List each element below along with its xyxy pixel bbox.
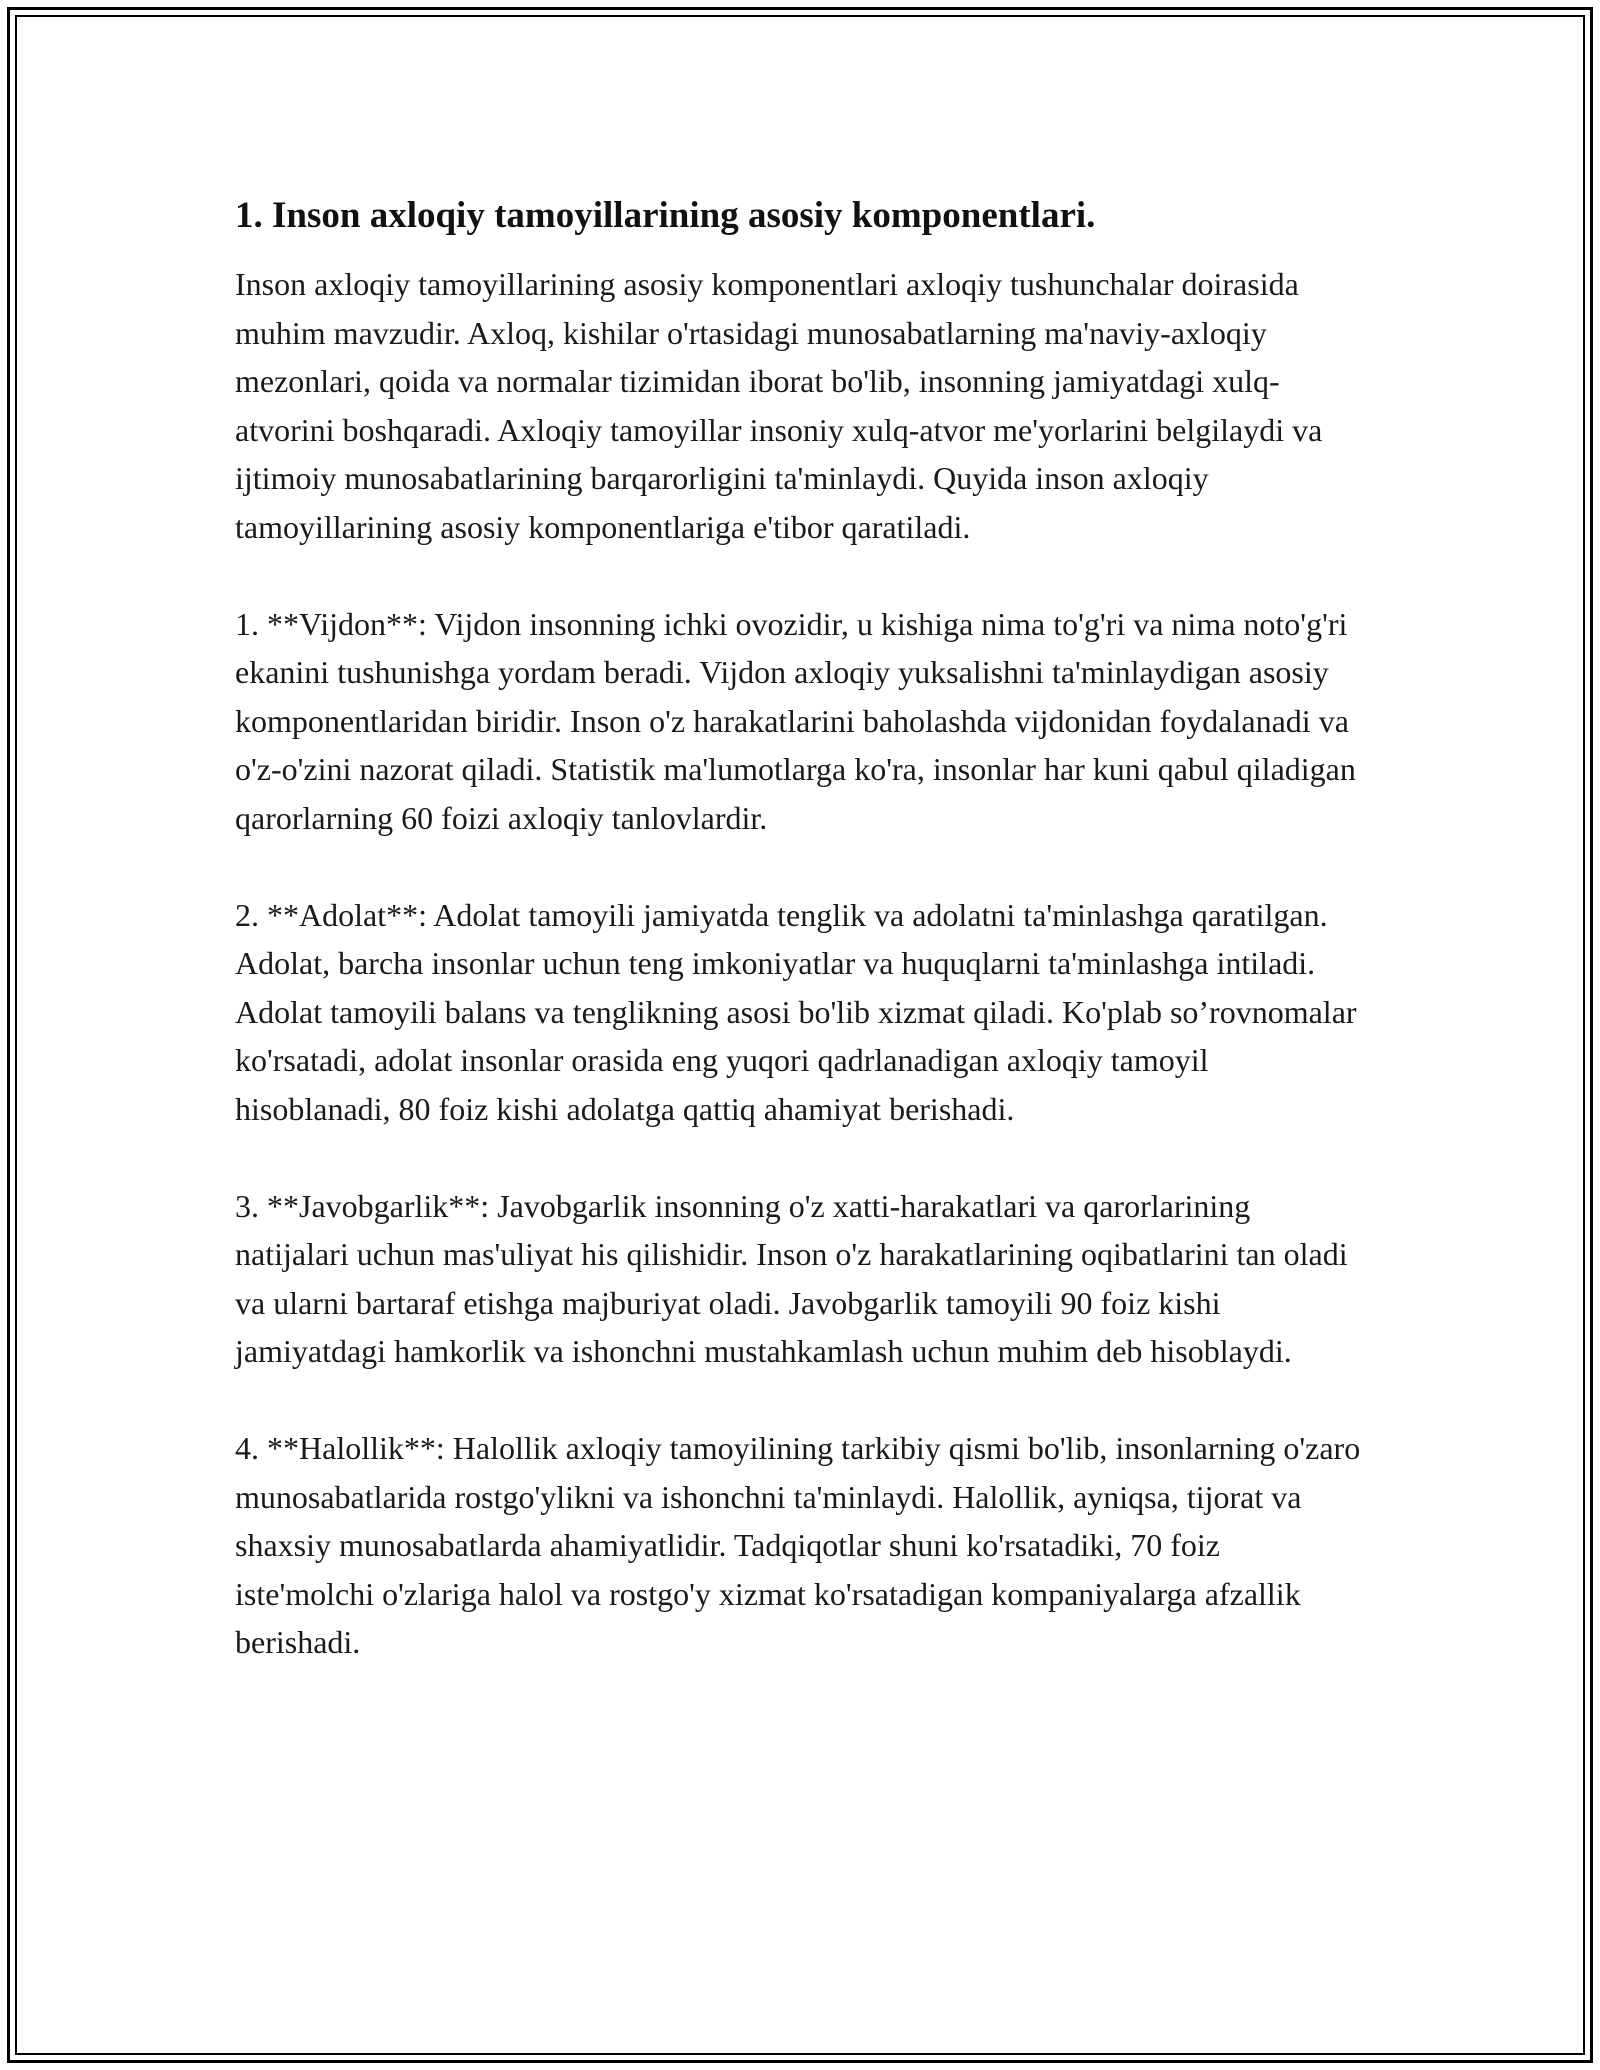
paragraph-adolat: 2. **Adolat**: Adolat tamoyili jamiyatda tenglik va adolatni ta'minlashga qaratilgan. Adolat, barcha insonlar uchun teng imkoniyatlar va huquqlarni ta'minlashga intiladi. Adolat tamoyili balans va tenglikning asosi bo'lib xizmat qiladi. Ko'plab so’rovnomalar ko'rsatadi, adolat insonlar orasida eng yuqori qadrlanadigan axloqiy tamoyil hisoblanadi, 80 foiz kishi adolatga qattiq ahamiyat berishadi. [235,896,1357,1127]
page-title: 1. Inson axloqiy tamoyillarining asosiy komponentlari. [235,195,1096,236]
paragraph-halollik: 4. **Halollik**: Halollik axloqiy tamoyilining tarkibiy qismi bo'lib, insonlarning o'zaro munosabatlarida rostgo'ylikni va ishonchni ta'minlaydi. Halollik, ayniqsa, tijorat va shaxsiy munosabatlarda ahamiyatlidir. Tadqiqotlar shuni ko'rsatadiki, 70 foiz iste'molchi o'zlariga halol va rostgo'y xizmat ko'rsatadigan kompaniyalarga afzallik berishadi. [235,1430,1361,1660]
paragraph-vijdon: 1. **Vijdon**: Vijdon insonning ichki ovozidir, u kishiga nima to'g'ri va nima noto'g'ri ekanini tushunishga yordam beradi. Vijdon axloqiy yuksalishni ta'minlaydigan asosiy komponentlaridan biridir. Inson o'z harakatlarini baholashda vijdonidan foydalanadi va o'z-o'zini nazorat qiladi. Statistik ma'lumotlarga ko'ra, insonlar har kuni qabul qiladigan qarorlarning 60 foizi axloqiy tanlovlardir. [235,605,1356,836]
intro-paragraph: Inson axloqiy tamoyillarining asosiy komponentlari axloqiy tushunchalar doirasida muhim mavzudir. Axloq, kishilar o'rtasidagi munosabatlarning ma'naviy-axloqiy mezonlari, qoida va normalar tizimidan iborat bo'lib, insonning jamiyatdagi xulq-atvorini boshqaradi. Axloqiy tamoyillar insoniy xulq-atvor me'yorlarini belgilaydi va ijtimoiy munosabatlarining barqarorligini ta'minlaydi. Quyida inson axloqiy tamoyillarining asosiy komponentlariga e'tibor qaratiladi. [235,266,1323,545]
paragraph-javobgarlik: 3. **Javobgarlik**: Javobgarlik insonning o'z xatti-harakatlari va qarorlarining natijalari uchun mas'uliyat his qilishidir. Inson o'z harakatlarining oqibatlarini tan oladi va ularni bartaraf etishga majburiyat oladi. Javobgarlik tamoyili 90 foiz kishi jamiyatdagi hamkorlik va ishonchni mustahkamlash uchun muhim deb hisoblaydi. [235,1187,1348,1369]
document-body [235,190,1365,1667]
